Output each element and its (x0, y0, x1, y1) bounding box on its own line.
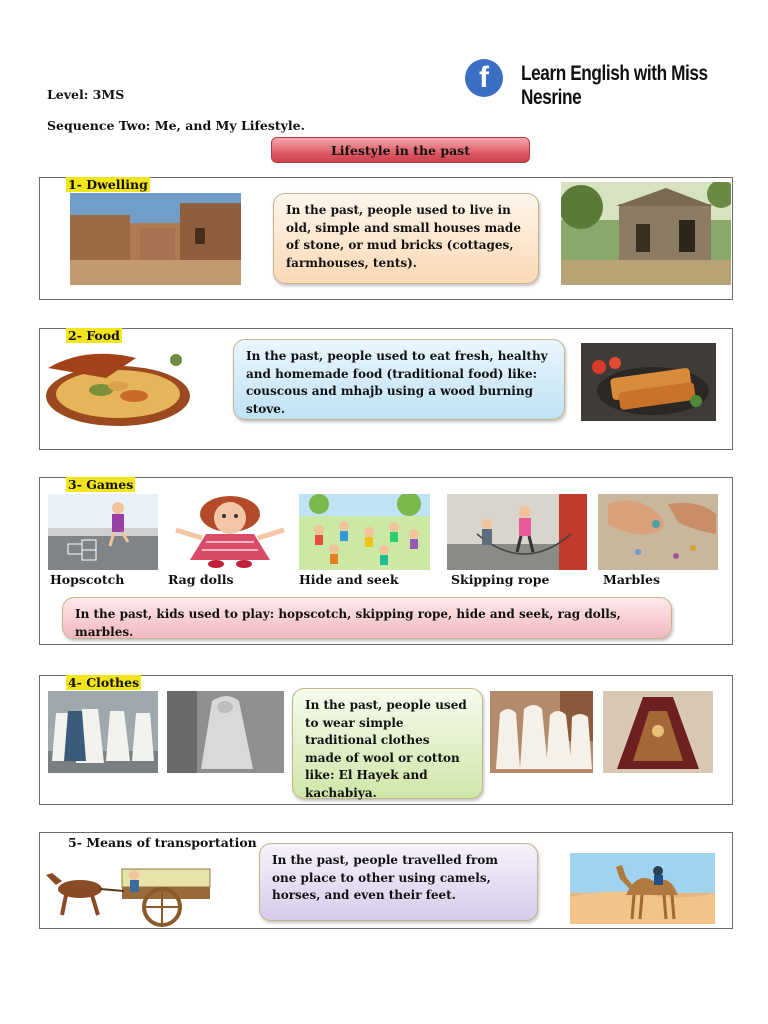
transport-image-camel (570, 853, 715, 924)
caption-skipping-rope: Skipping rope (451, 572, 550, 587)
transport-section (39, 832, 733, 929)
food-image-mhajeb (581, 343, 716, 421)
clothes-image-haik-woman (167, 691, 284, 773)
transport-image-horse-cart (42, 861, 214, 927)
games-image-hopscotch (48, 494, 158, 570)
games-image-rag-doll (166, 494, 294, 570)
dwelling-section (39, 177, 733, 300)
clothes-section (39, 675, 733, 805)
food-image-couscous (46, 348, 197, 427)
food-description: In the past, people used to eat fresh, healthy and homemade food (traditional food) like: couscous and mhajb using a wood burning stove. (233, 339, 565, 420)
facebook-icon[interactable]: f (465, 59, 503, 97)
caption-hide-and-seek: Hide and seek (299, 572, 399, 587)
dwelling-image-stone-house (561, 182, 731, 285)
games-description: In the past, kids used to play: hopscotch, skipping rope, hide and seek, rag dolls, marbles. (62, 597, 672, 639)
clothes-image-procession (48, 691, 158, 773)
clothes-heading: 4- Clothes (68, 675, 140, 690)
games-image-hide-and-seek (299, 494, 430, 570)
caption-marbles: Marbles (603, 572, 661, 587)
games-image-marbles (598, 494, 718, 570)
page-title: Lifestyle in the past (271, 137, 530, 163)
dwelling-image-mud-houses (70, 193, 241, 285)
transport-description: In the past, people travelled from one place to other using camels, horses, and even their feet. (259, 843, 538, 921)
games-image-skipping-rope (447, 494, 587, 570)
brand-name: Learn English with Miss Nesrine (521, 62, 708, 109)
clothes-image-haik-group (490, 691, 593, 773)
food-heading: 2- Food (68, 328, 120, 343)
food-section (39, 328, 733, 450)
level-label: Level: 3MS (47, 87, 125, 102)
caption-hopscotch: Hopscotch (50, 572, 125, 587)
clothes-image-kachabiya (603, 691, 713, 773)
sequence-title: Sequence Two: Me, and My Lifestyle. (47, 118, 305, 133)
clothes-description: In the past, people used to wear simple traditional clothes made of wool or cotton like: El Hayek and kachabiya. (292, 688, 483, 799)
games-section (39, 477, 733, 645)
dwelling-description: In the past, people used to live in old, simple and small houses made of stone, or mud bricks (cottages, farmhouses, tents). (273, 193, 539, 284)
caption-rag-dolls: Rag dolls (168, 572, 234, 587)
transport-heading: 5- Means of transportation (68, 835, 257, 850)
games-heading: 3- Games (68, 477, 134, 492)
dwelling-heading: 1- Dwelling (68, 177, 148, 192)
